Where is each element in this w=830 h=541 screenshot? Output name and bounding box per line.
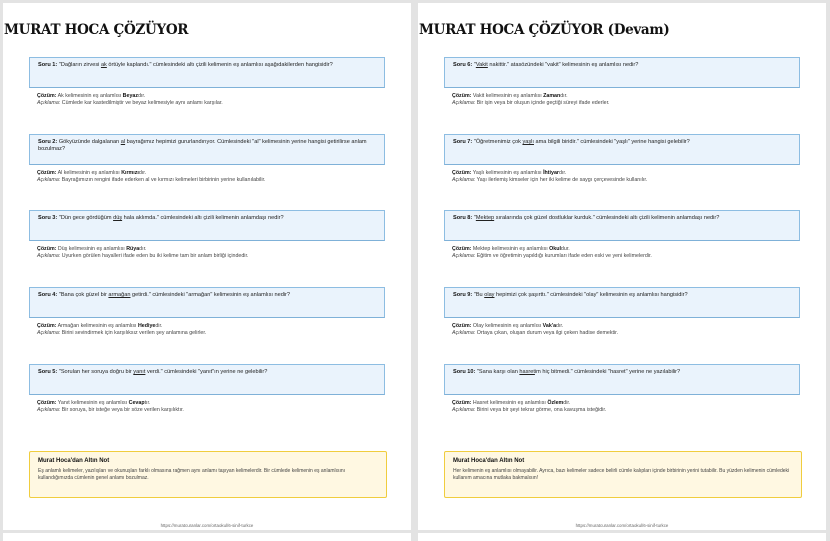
question-label: Soru 10:	[453, 369, 476, 375]
next-page-edge	[418, 533, 826, 541]
solution-answer: Cevap	[128, 400, 145, 406]
explanation-text: Ortaya çıkan, oluşan durum veya ilgi çeken hadise demektir.	[475, 330, 619, 337]
solution-answer: Zaman	[543, 93, 561, 99]
explanation-label: Açıklama:	[452, 100, 476, 107]
solution-text: Düş kelimesinin eş anlamlısı	[56, 246, 127, 252]
page-footer-url[interactable]: https://muratcuranlar.com/ortaokul/6-sinif-turkce	[575, 523, 669, 528]
question-box	[29, 364, 385, 395]
solution-label: Çözüm:	[37, 400, 57, 406]
question-label: Soru 6:	[453, 62, 473, 68]
question-box	[444, 287, 800, 318]
underlined-word: olay	[484, 292, 495, 298]
explanation-label: Açıklama:	[37, 100, 61, 107]
solution-text: Olay kelimesinin eş anlamlısı	[471, 323, 543, 329]
solution-answer: Kırmızı	[121, 170, 139, 176]
explanation-label: Açıklama:	[452, 253, 476, 260]
question-text: ama bilgili biridir." cümlesindeki "yaşlı" yerine hangisi gelebilir?	[533, 139, 690, 145]
solution-suffix: tır.	[144, 400, 151, 406]
question-text: örtüyle kaplandı." cümlesindeki altı çizili kelimenin eş anlamlısı aşağıdakilerden hangisidir?	[106, 62, 333, 68]
question-text: verdi." cümlesindeki "yanıt"ın yerine ne gelebilir?	[145, 369, 268, 375]
solution-block	[37, 170, 387, 184]
question-text: "	[472, 62, 476, 68]
solution-label: Çözüm:	[452, 400, 472, 406]
underlined-word: al	[120, 139, 126, 145]
question-box	[29, 210, 385, 241]
question-label: Soru 9:	[453, 292, 473, 298]
explanation-text: Cümlede kar kastedilmiştir ve beyaz kelimesiyle aynı anlamı karşılar.	[60, 100, 223, 107]
solution-block	[452, 400, 802, 414]
explanation-text: Bir işin veya bir oluşun içinde geçtiği süreyi ifade ederler.	[475, 100, 610, 107]
solution-block	[452, 93, 802, 107]
question-text: "Sorulan her soruya doğru bir	[57, 369, 134, 375]
underlined-word: Vakit	[475, 62, 488, 68]
solution-label: Çözüm:	[37, 93, 57, 99]
solution-suffix: dur.	[560, 246, 570, 252]
note-title-text: Murat Hoca'dan Altın Not	[453, 458, 525, 464]
solution-suffix: dır.	[556, 323, 564, 329]
underlined-word: hasret	[519, 369, 535, 375]
underlined-word: ak	[100, 62, 107, 68]
question-label: Soru 8:	[453, 215, 473, 221]
question-text: "Öğretmenimiz çok	[472, 139, 523, 145]
question-text: sıralarında çok güzel dostluklar kurduk." cümlesindeki altı çizili kelimenin anlamdaşı nedir?	[494, 215, 720, 221]
question-text: getirdi." cümlesindeki "armağan" kelimesinin eş anlamlısı nedir?	[130, 292, 291, 298]
solution-suffix: dır.	[137, 93, 146, 99]
explanation-text: Eğitim ve öğretimin yapıldığı kurumları ifade eden eski ve yeni kelimelerdir.	[475, 253, 652, 260]
explanation-text: Uyurken görülen hayalleri ifade eden bu iki kelime tam bir anlam birliği içindedir.	[60, 253, 249, 260]
explanation-text: Birini sevindirmek için karşılıksız verilen şey anlamına gelirler.	[60, 330, 207, 337]
note-title	[38, 457, 378, 465]
explanation-text: Bayrağımızın rengini ifade ederken al ve kırmızı kelimeleri birbirinin yerine kullanılabilir.	[60, 177, 266, 184]
solution-answer: Rüya	[126, 246, 140, 252]
question-text: "Dün gece gördüğüm	[57, 215, 114, 221]
solution-block	[452, 170, 802, 184]
solution-suffix: dır.	[558, 170, 567, 176]
question-text: "Bu	[472, 292, 485, 298]
question-label: Soru 7:	[453, 139, 473, 145]
explanation-label: Açıklama:	[37, 407, 61, 414]
solution-label: Çözüm:	[37, 170, 57, 176]
golden-note-box	[29, 451, 387, 498]
question-text: bayrağımız hepimizi gururlandırıyor. Cümlesindeki "al" kelimesinin yerine hangisi getirilirse anlam bozulmaz?	[38, 139, 367, 152]
solution-answer: Okul	[549, 246, 561, 252]
question-box	[444, 210, 800, 241]
note-title-text: Murat Hoca'dan Altın Not	[38, 458, 110, 464]
question-label: Soru 1:	[38, 62, 58, 68]
solution-text: Ak kelimesinin eş anlamlısı	[56, 93, 123, 99]
solution-label: Çözüm:	[452, 170, 472, 176]
question-box	[444, 57, 800, 88]
solution-block	[37, 93, 387, 107]
question-text: "Bana çok güzel bir	[57, 292, 109, 298]
solution-suffix: dır.	[139, 246, 147, 252]
solution-text: Yaşlı kelimesinin eş anlamlısı	[471, 170, 544, 176]
solution-block	[37, 246, 387, 260]
golden-note-box	[444, 451, 802, 498]
page-title: MURAT HOCA ÇÖZÜYOR	[4, 22, 189, 38]
solution-block	[452, 246, 802, 260]
solution-block	[452, 323, 802, 337]
underlined-word: yaşlı	[522, 139, 534, 145]
solution-suffix: dır.	[560, 93, 568, 99]
note-title	[453, 457, 793, 465]
worksheet-page-1	[3, 3, 411, 530]
underlined-word: yanıt	[133, 369, 146, 375]
solution-label: Çözüm:	[452, 323, 472, 329]
question-text: Gökyüzünde dalgalanan	[57, 139, 121, 145]
solution-text: Yanıt kelimesinin eş anlamlısı	[56, 400, 129, 406]
note-body: Eş anlamlı kelimeler, yazılışları ve okunuşları farklı olmasına rağmen aynı anlamı taşıyan kelimelerdir. Bir cümlede kelimenin eş anlamlısını kullandığımızda cümlenin genel anlamı bozulmaz.	[38, 468, 346, 481]
solution-text: Mektep kelimesinin eş anlamlısı	[471, 246, 550, 252]
question-label: Soru 3:	[38, 215, 58, 221]
underlined-word: düş	[113, 215, 123, 221]
question-text: "Dağların zirvesi	[57, 62, 101, 68]
solution-answer: Özlem	[547, 400, 564, 406]
explanation-text: Bir soruya, bir isteğe veya bir söze verilen karşılıktır.	[60, 407, 184, 414]
solution-suffix: dır.	[138, 170, 147, 176]
note-body: Her kelimenin eş anlamlısı olmayabilir. Ayrıca, bazı kelimeler sadece belirli cümle kalıpları içinde birbirinin yerini tutabilir. Bu yüzden kelimenin cümledeki kullanım amacına mutlaka bakmalısın!	[453, 468, 790, 481]
next-page-edge	[3, 533, 411, 541]
question-label: Soru 4:	[38, 292, 58, 298]
question-box	[29, 57, 385, 88]
solution-label: Çözüm:	[37, 246, 57, 252]
question-box	[29, 134, 385, 165]
explanation-label: Açıklama:	[37, 253, 61, 260]
solution-block	[37, 323, 387, 337]
solution-text: Al kelimesinin eş anlamlısı	[56, 170, 122, 176]
solution-answer: Vak'a	[542, 323, 557, 329]
solution-text: Vakit kelimesinin eş anlamlısı	[471, 93, 544, 99]
question-text: hepimizi çok şaşırttı." cümlesindeki "olay" kelimesinin eş anlamlısı hangisidir?	[494, 292, 688, 298]
question-box	[29, 287, 385, 318]
question-label: Soru 2:	[38, 139, 58, 145]
solution-label: Çözüm:	[452, 246, 472, 252]
solution-text: Armağan kelimesinin eş anlamlısı	[56, 323, 138, 329]
page-footer-url[interactable]: https://muratcuranlar.com/ortaokul/6-sinif-turkce	[160, 523, 254, 528]
question-text: "	[472, 215, 476, 221]
solution-suffix: dir.	[563, 400, 571, 406]
question-text: im hiç bitmedi." cümlesindeki "hasret" yerine ne yazılabilir?	[534, 369, 681, 375]
solution-answer: Hediye	[137, 323, 156, 329]
question-text: hala aklımda." cümlesindeki altı çizili kelimenin anlamdaşı nedir?	[122, 215, 284, 221]
solution-answer: İhtiyar	[543, 170, 559, 176]
explanation-label: Açıklama:	[452, 407, 476, 414]
solution-suffix: dir.	[155, 323, 163, 329]
solution-block	[37, 400, 387, 414]
underlined-word: Mektep	[475, 215, 495, 221]
explanation-label: Açıklama:	[37, 330, 61, 337]
solution-label: Çözüm:	[37, 323, 57, 329]
page-title: MURAT HOCA ÇÖZÜYOR (Devam)	[419, 22, 670, 38]
question-text: nakittir." atasözündeki "vakit" kelimesinin eş anlamlısı nedir?	[487, 62, 639, 68]
question-text: "Sana karşı olan	[475, 369, 520, 375]
explanation-label: Açıklama:	[452, 177, 476, 184]
worksheet-page-2	[418, 3, 826, 530]
solution-text: Hasret kelimesinin eş anlamlısı	[471, 400, 548, 406]
underlined-word: armağan	[108, 292, 131, 298]
solution-label: Çözüm:	[452, 93, 472, 99]
explanation-label: Açıklama:	[452, 330, 476, 337]
question-box	[444, 364, 800, 395]
explanation-text: Yaşı ilerlemiş kimseler için her iki kelime de saygı çerçevesinde kullanılır.	[475, 177, 648, 184]
solution-answer: Beyaz	[122, 93, 138, 99]
question-label: Soru 5:	[38, 369, 58, 375]
question-box	[444, 134, 800, 165]
explanation-text: Birini veya bir şeyi tekrar görme, ona kavuşma isteğidir.	[475, 407, 607, 414]
explanation-label: Açıklama:	[37, 177, 61, 184]
